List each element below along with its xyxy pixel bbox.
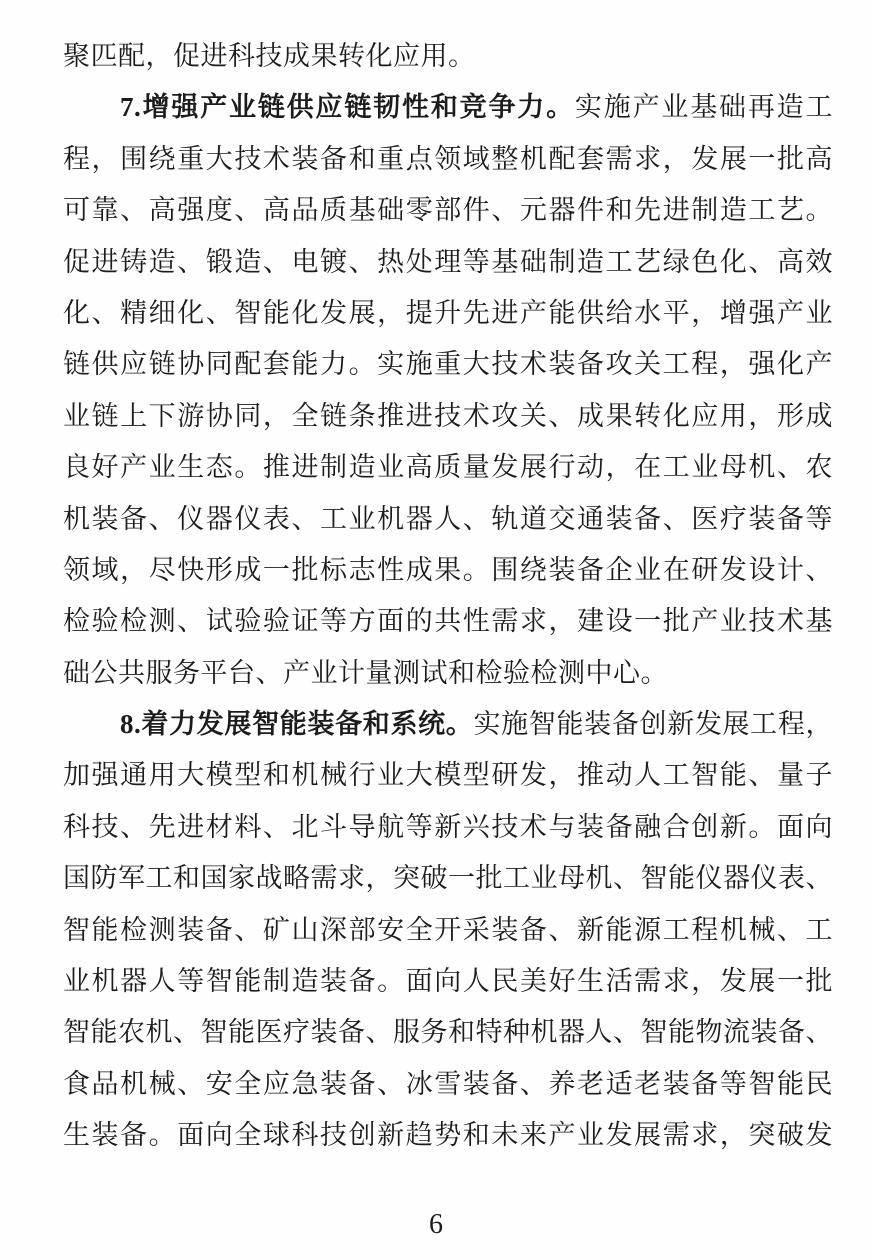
line-text: 食品机械、安全应急装备、冰雪装备、养老适老装备等智能民 bbox=[63, 1068, 833, 1099]
line-text: 程，围绕重大技术装备和重点领域整机配套需求，发展一批高 bbox=[63, 143, 833, 174]
line-text: 实施产业基础再造工 bbox=[574, 92, 834, 123]
text-line bbox=[63, 288, 833, 339]
line-text: 化、精细化、智能化发展，提升先进产能供给水平，增强产业 bbox=[63, 297, 833, 328]
line-text: 智能检测装备、矿山深部安全开采装备、新能源工程机械、工 bbox=[63, 914, 833, 945]
text-line bbox=[63, 545, 833, 596]
line-text: 领域，尽快形成一批标志性成果。围绕装备企业在研发设计、 bbox=[63, 554, 833, 585]
text-line bbox=[63, 391, 833, 442]
document-body bbox=[63, 31, 833, 1162]
line-text: 检验检测、试验验证等方面的共性需求，建设一批产业技术基 bbox=[63, 606, 833, 637]
text-line bbox=[63, 134, 833, 185]
line-text: 促进铸造、锻造、电镀、热处理等基础制造工艺绿色化、高效 bbox=[63, 246, 833, 277]
line-text: 良好产业生态。推进制造业高质量发展行动，在工业母机、农 bbox=[63, 452, 833, 483]
section-7-title: 7.增强产业链供应链韧性和竞争力。 bbox=[120, 92, 575, 123]
text-line bbox=[63, 905, 833, 956]
section-7-heading-line bbox=[63, 82, 833, 133]
line-text: 国防军工和国家战略需求，突破一批工业母机、智能仪器仪表、 bbox=[63, 863, 833, 894]
line-text: 聚匹配，促进科技成果转化应用。 bbox=[63, 41, 476, 71]
page-number: 6 bbox=[429, 1209, 443, 1240]
line-text: 可靠、高强度、高品质基础零部件、元器件和先进制造工艺。 bbox=[63, 195, 833, 226]
text-line bbox=[63, 339, 833, 390]
text-line bbox=[63, 596, 833, 647]
text-line bbox=[63, 31, 833, 82]
line-text: 智能农机、智能医疗装备、服务和特种机器人、智能物流装备、 bbox=[63, 1017, 833, 1048]
text-line bbox=[63, 1007, 833, 1058]
line-text: 加强通用大模型和机械行业大模型研发，推动人工智能、量子 bbox=[63, 760, 833, 791]
text-line bbox=[63, 853, 833, 904]
text-line bbox=[63, 802, 833, 853]
section-8-title: 8.着力发展智能装备和系统。 bbox=[120, 709, 474, 740]
text-line bbox=[63, 442, 833, 493]
line-text: 机装备、仪器仪表、工业机器人、轨道交通装备、医疗装备等 bbox=[63, 503, 833, 534]
text-line bbox=[63, 750, 833, 801]
text-line bbox=[63, 648, 833, 699]
line-text: 础公共服务平台、产业计量测试和检验检测中心。 bbox=[63, 657, 668, 688]
text-line bbox=[63, 185, 833, 236]
line-text: 业链上下游协同，全链条推进技术攻关、成果转化应用，形成 bbox=[63, 400, 833, 431]
line-text: 实施智能装备创新发展工程， bbox=[473, 709, 834, 740]
text-line bbox=[63, 494, 833, 545]
line-text: 科技、先进材料、北斗导航等新兴技术与装备融合创新。面向 bbox=[63, 811, 833, 842]
line-text: 生装备。面向全球科技创新趋势和未来产业发展需求，突破发 bbox=[63, 1120, 833, 1151]
line-text: 链供应链协同配套能力。实施重大技术装备攻关工程，强化产 bbox=[63, 349, 833, 380]
text-line bbox=[63, 1059, 833, 1110]
text-line bbox=[63, 956, 833, 1007]
section-8-heading-line bbox=[63, 699, 833, 750]
text-line bbox=[63, 1110, 833, 1161]
text-line bbox=[63, 237, 833, 288]
line-text: 业机器人等智能制造装备。面向人民美好生活需求，发展一批 bbox=[63, 966, 833, 997]
